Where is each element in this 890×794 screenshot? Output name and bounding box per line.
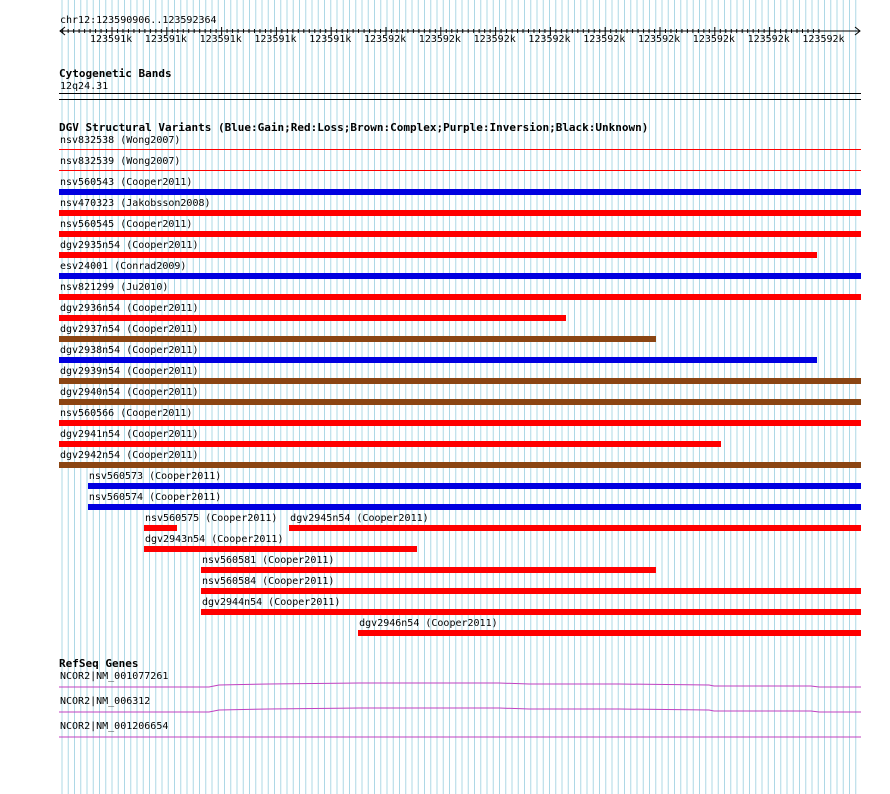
dgv-variant-label: dgv2936n54 (Cooper2011) (60, 303, 199, 314)
dgv-variant[interactable] (59, 261, 861, 280)
ruler-tick-label: 123592k (528, 34, 571, 45)
ruler-tick-label: 123591k (254, 34, 297, 45)
dgv-variant-label: nsv560543 (Cooper2011) (60, 177, 193, 188)
ruler-tick-label: 123592k (473, 34, 516, 45)
cytoband-band-line[interactable] (59, 93, 861, 94)
dgv-variant-bar[interactable] (59, 441, 721, 447)
ruler-tick-label: 123591k (144, 34, 187, 45)
dgv-variant[interactable] (59, 282, 861, 301)
ruler-tick-label: 123591k (199, 34, 242, 45)
cytoband-label[interactable]: 12q24.31 (60, 81, 109, 92)
dgv-variant-bar[interactable] (88, 483, 861, 489)
dgv-variant[interactable] (59, 408, 861, 427)
dgv-variant-bar[interactable] (59, 399, 861, 405)
dgv-variant[interactable] (59, 450, 861, 469)
ruler-tick-label: 123592k (583, 34, 626, 45)
refseq-gene-line (59, 708, 861, 712)
cytoband-band-line-lower (59, 99, 861, 100)
dgv-variant-label: nsv560574 (Cooper2011) (88, 492, 222, 503)
dgv-variant-label: nsv821299 (Ju2010) (60, 282, 169, 293)
dgv-variant-bar[interactable] (59, 252, 817, 258)
dgv-variant[interactable] (201, 576, 861, 595)
dgv-variant-label: nsv560566 (Cooper2011) (60, 408, 193, 419)
dgv-variant[interactable] (59, 324, 656, 343)
ruler-tick-label: 123591k (90, 34, 133, 45)
dgv-variant-label: dgv2944n54 (Cooper2011) (201, 597, 341, 608)
dgv-variant-label: nsv560573 (Cooper2011) (88, 471, 222, 482)
dgv-variant-bar[interactable] (59, 273, 861, 279)
dgv-variant[interactable] (88, 471, 861, 490)
dgv-variant[interactable] (59, 429, 721, 448)
dgv-variant[interactable] (59, 135, 861, 154)
dgv-variant[interactable] (59, 303, 566, 322)
dgv-variant[interactable] (59, 156, 861, 175)
dgv-variant-label: nsv560575 (Cooper2011) (145, 513, 278, 524)
dgv-variant-bar[interactable] (59, 315, 566, 321)
dgv-variant[interactable] (59, 387, 861, 406)
ruler-tick-label: 123592k (418, 34, 461, 45)
dgv-variant-bar[interactable] (59, 210, 861, 216)
ruler-tick-label: 123591k (309, 34, 352, 45)
dgv-variant[interactable] (144, 513, 278, 532)
dgv-variant-label: dgv2938n54 (Cooper2011) (60, 345, 199, 356)
refseq-gene-label[interactable]: NCOR2|NM_001077261 (60, 671, 169, 682)
dgv-variant-bar[interactable] (144, 525, 177, 531)
dgv-variant[interactable] (59, 366, 861, 385)
coordinate-title: chr12:123590906..123592364 (60, 15, 217, 26)
dgv-variant-bar[interactable] (59, 231, 861, 237)
dgv-variant-bar[interactable] (201, 588, 861, 594)
ruler-tick-label: 123592k (638, 34, 681, 45)
refseq-gene-label[interactable]: NCOR2|NM_006312 (60, 696, 151, 707)
dgv-variant[interactable] (59, 219, 861, 238)
dgv-variant-bar[interactable] (59, 149, 861, 150)
dgv-variant-label: dgv2942n54 (Cooper2011) (60, 450, 199, 461)
dgv-variant-bar[interactable] (59, 420, 861, 426)
refseq-gene-model[interactable] (59, 731, 861, 739)
refseq-gene-label[interactable]: NCOR2|NM_001206654 (60, 721, 169, 732)
dgv-variant-label: nsv560545 (Cooper2011) (60, 219, 193, 230)
dgv-variant-label: nsv832539 (Wong2007) (60, 156, 181, 167)
dgv-variant[interactable] (59, 177, 861, 196)
dgv-variant-label: nsv470323 (Jakobsson2008) (60, 198, 211, 209)
refseq-track-title[interactable]: RefSeq Genes (59, 657, 139, 670)
dgv-variant-bar[interactable] (201, 567, 657, 573)
dgv-variant-bar[interactable] (59, 336, 656, 342)
dgv-variant-label: dgv2946n54 (Cooper2011) (359, 618, 498, 629)
dgv-variant-label: dgv2939n54 (Cooper2011) (60, 366, 199, 377)
dgv-variant[interactable] (59, 198, 861, 217)
cytoband-track-title[interactable]: Cytogenetic Bands (59, 67, 172, 80)
dgv-variant-bar[interactable] (88, 504, 861, 510)
refseq-gene-model[interactable] (59, 706, 861, 714)
dgv-variant-label: nsv560581 (Cooper2011) (201, 555, 335, 566)
dgv-variant-bar[interactable] (59, 357, 817, 363)
dgv-variant-bar[interactable] (358, 630, 861, 636)
dgv-variant[interactable] (201, 597, 861, 616)
dgv-variant-bar[interactable] (59, 294, 861, 300)
refseq-gene-model[interactable] (59, 681, 861, 689)
dgv-variant[interactable] (88, 492, 861, 511)
dgv-variant-label: dgv2943n54 (Cooper2011) (145, 534, 284, 545)
ruler-tick-label: 123592k (692, 34, 735, 45)
dgv-variant[interactable] (144, 534, 417, 553)
dgv-variant[interactable] (59, 345, 817, 364)
dgv-variant[interactable] (59, 240, 817, 259)
ruler-tick-label: 123592k (802, 34, 845, 45)
dgv-variant-label: dgv2945n54 (Cooper2011) (290, 513, 429, 524)
dgv-variant[interactable] (289, 513, 861, 532)
dgv-variant-bar[interactable] (59, 170, 861, 171)
dgv-variant-bar[interactable] (59, 462, 861, 468)
dgv-variant-label: nsv832538 (Wong2007) (60, 135, 181, 146)
dgv-variant-bar[interactable] (144, 546, 417, 552)
dgv-variant-label: nsv560584 (Cooper2011) (201, 576, 335, 587)
dgv-variant-label: esv24001 (Conrad2009) (60, 261, 187, 272)
ruler-tick-label: 123592k (747, 34, 790, 45)
dgv-track-title[interactable]: DGV Structural Variants (Blue:Gain;Red:Loss;Brown:Complex;Purple:Inversion;Black:Unknown) (59, 121, 649, 134)
dgv-variant-label: dgv2941n54 (Cooper2011) (60, 429, 199, 440)
dgv-variant[interactable] (358, 618, 861, 637)
dgv-variant-bar[interactable] (201, 609, 861, 615)
dgv-variant-label: dgv2937n54 (Cooper2011) (60, 324, 199, 335)
dgv-variant-bar[interactable] (59, 378, 861, 384)
ruler-tick-label: 123592k (364, 34, 407, 45)
dgv-variant-label: dgv2935n54 (Cooper2011) (60, 240, 199, 251)
dgv-variant-bar[interactable] (59, 189, 861, 195)
refseq-gene-line (59, 683, 861, 687)
dgv-variant[interactable] (201, 555, 657, 574)
dgv-variant-bar[interactable] (289, 525, 861, 531)
dgv-variant-label: dgv2940n54 (Cooper2011) (60, 387, 199, 398)
